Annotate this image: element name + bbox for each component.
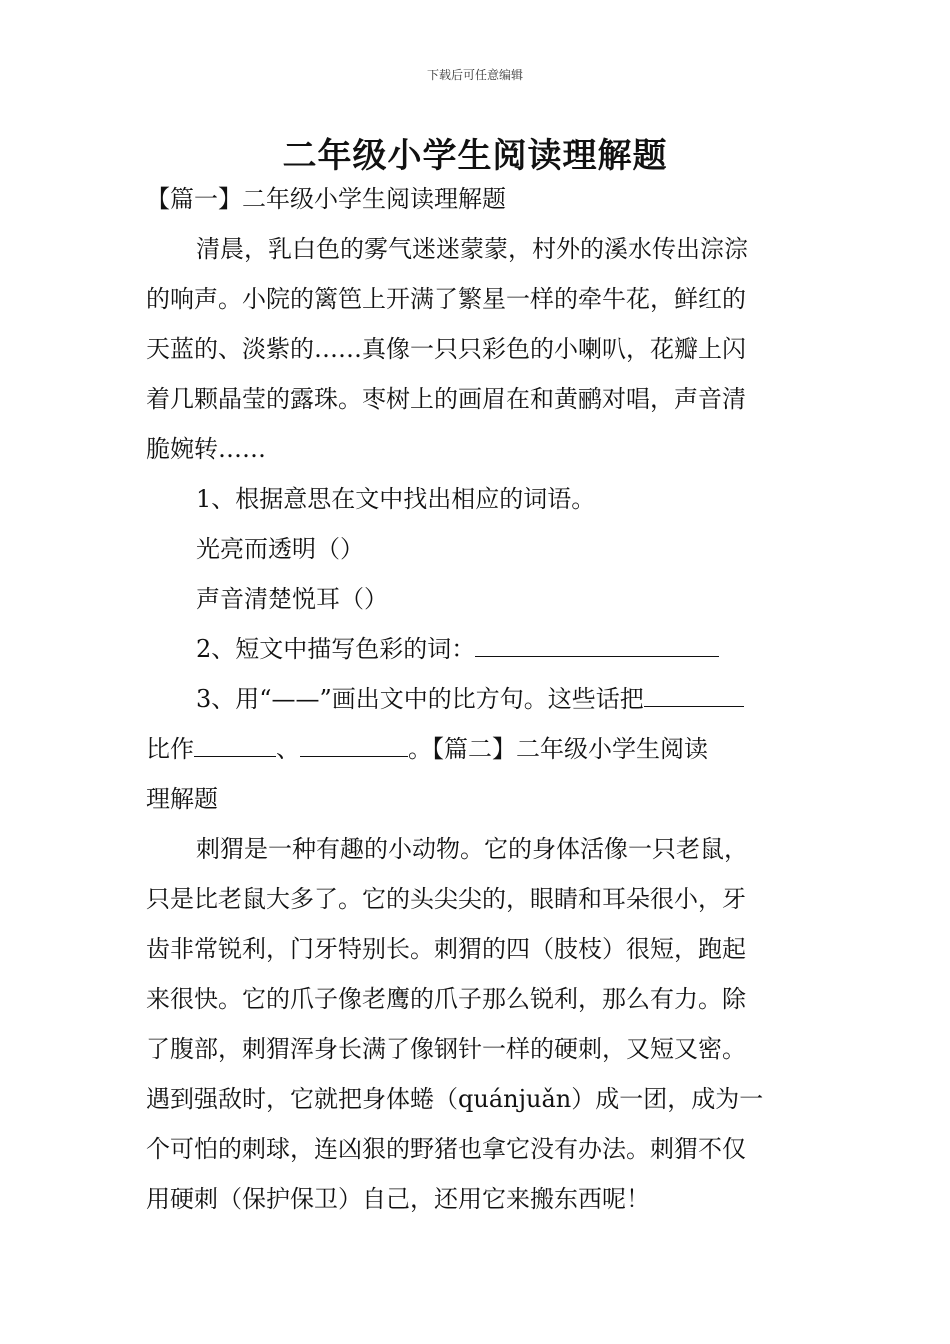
- passage1-line-4: 着几颗晶莹的露珠。枣树上的画眉在和黄鹂对唱，声音清: [146, 385, 746, 413]
- section1-heading: 【篇一】二年级小学生阅读理解题: [146, 185, 506, 213]
- question-3-line-2: [146, 732, 708, 766]
- question-1: 1、根据意思在文中找出相应的词语。: [196, 485, 596, 513]
- question-2-blank: [475, 632, 719, 657]
- question-2-text: 2、短文中描写色彩的词：: [196, 635, 476, 663]
- question-3-text-separator: 、: [276, 735, 300, 763]
- passage1-line-5: 脆婉转……: [146, 435, 266, 463]
- passage2-line-2: 只是比老鼠大多了。它的头尖尖的，眼睛和耳朵很小，牙: [146, 885, 746, 913]
- question-3-blank-2: [194, 732, 276, 757]
- question-1-item-b: 声音清楚悦耳（）: [196, 585, 388, 613]
- passage2-line-4: 来很快。它的爪子像老鹰的爪子那么锐利，那么有力。除: [146, 985, 746, 1013]
- question-1-item-a: 光亮而透明（）: [196, 535, 364, 563]
- question-3-blank-3: [300, 732, 408, 757]
- passage2-line-8: 用硬刺（保护保卫）自己，还用它来搬东西呢！: [146, 1185, 650, 1213]
- passage2-line-6: 遇到强敌时，它就把身体蜷（quánjuǎn）成一团，成为一: [146, 1085, 764, 1113]
- question-3-text: 3、用“——”画出文中的比方句。这些话把: [196, 685, 644, 713]
- header-note: 下载后可任意编辑: [426, 68, 523, 82]
- document-title: 二年级小学生阅读理解题: [282, 136, 668, 176]
- question-3-blank-1: [644, 682, 744, 707]
- passage1-line-1: 清晨，乳白色的雾气迷迷蒙蒙，村外的溪水传出淙淙: [196, 235, 748, 263]
- passage2-line-3: 齿非常锐利，门牙特别长。刺猬的四（肢枝）很短，跑起: [146, 935, 746, 963]
- passage1-line-3: 天蓝的、淡紫的……真像一只只彩色的小喇叭，花瓣上闪: [146, 335, 746, 363]
- question-3-text-compare: 比作: [146, 735, 194, 763]
- passage1-line-2: 的响声。小院的篱笆上开满了繁星一样的牵牛花，鲜红的: [146, 285, 746, 313]
- section2-heading-end: 理解题: [146, 785, 218, 813]
- question-3-line-1: [196, 682, 744, 716]
- question-2: [196, 632, 719, 666]
- section2-heading-start: 。【篇二】二年级小学生阅读: [408, 735, 708, 763]
- passage2-line-7: 个可怕的刺球，连凶狠的野猪也拿它没有办法。刺猬不仅: [146, 1135, 746, 1163]
- passage2-line-5: 了腹部，刺猬浑身长满了像钢针一样的硬刺，又短又密。: [146, 1035, 746, 1063]
- passage2-line-1: 刺猬是一种有趣的小动物。它的身体活像一只老鼠，: [196, 835, 748, 863]
